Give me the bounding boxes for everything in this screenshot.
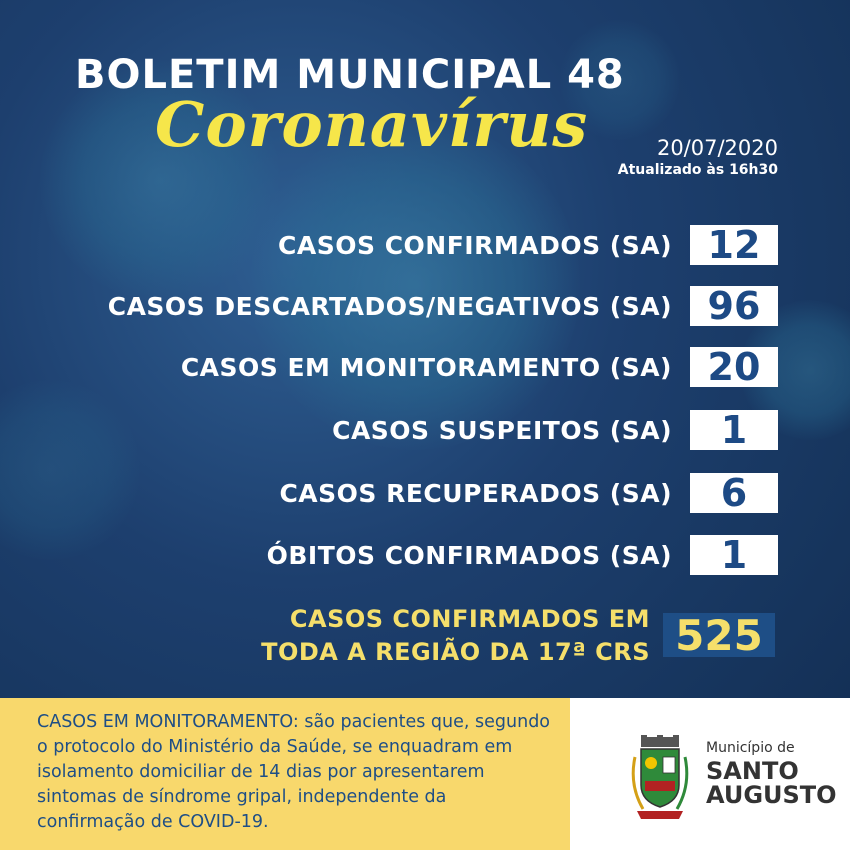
bulletin-updated-time: Atualizado às 16h30	[617, 162, 778, 178]
stat-row-recovered	[279, 471, 778, 515]
stat-row-discarded	[108, 284, 778, 328]
stat-row-suspected	[332, 408, 778, 452]
stat-value: 1	[690, 410, 778, 450]
bulletin-subtitle: Coronavírus	[155, 88, 589, 161]
stat-value: 1	[690, 535, 778, 575]
stat-label: ÓBITOS CONFIRMADOS (SA)	[266, 540, 672, 570]
municipality-name-line2: AUGUSTO	[706, 781, 837, 809]
stat-label: CASOS SUSPEITOS (SA)	[332, 415, 672, 445]
region-label-line2: TODA A REGIÃO DA 17ª CRS	[261, 638, 650, 666]
info-text	[37, 710, 552, 835]
region-value: 525	[663, 613, 775, 657]
stat-label: CASOS DESCARTADOS/NEGATIVOS (SA)	[107, 291, 672, 321]
municipal-crest-icon	[627, 735, 693, 823]
stat-label: CASOS RECUPERADOS (SA)	[279, 478, 672, 508]
stat-value: 96	[690, 286, 778, 326]
region-label	[261, 603, 650, 669]
stat-value: 6	[690, 473, 778, 513]
stat-label: CASOS EM MONITORAMENTO (SA)	[180, 352, 672, 382]
stat-row-confirmed	[278, 223, 778, 267]
stat-row-monitoring	[181, 345, 778, 389]
info-description: são pacientes que, segundo o protocolo do Ministério da Saúde, se enquadram em isolamento domiciliar de 14 dias por apresentarem sintomas de síndrome gripal, independente da confirmação de COVID-19.	[37, 712, 551, 832]
virus-background-decoration	[0, 380, 140, 560]
bulletin-title: BOLETIM MUNICIPAL 48	[75, 52, 625, 98]
stat-label: CASOS CONFIRMADOS (SA)	[278, 230, 672, 260]
stat-value: 12	[690, 225, 778, 265]
municipality-prefix: Município de	[706, 740, 795, 756]
info-term: CASOS EM MONITORAMENTO:	[37, 712, 299, 732]
info-panel	[0, 698, 570, 850]
stat-value: 20	[690, 347, 778, 387]
municipality-name-line1: SANTO	[706, 757, 799, 785]
bulletin-date: 20/07/2020	[656, 136, 778, 160]
region-label-line1: CASOS CONFIRMADOS EM	[289, 605, 650, 633]
stat-row-deaths	[267, 533, 778, 577]
